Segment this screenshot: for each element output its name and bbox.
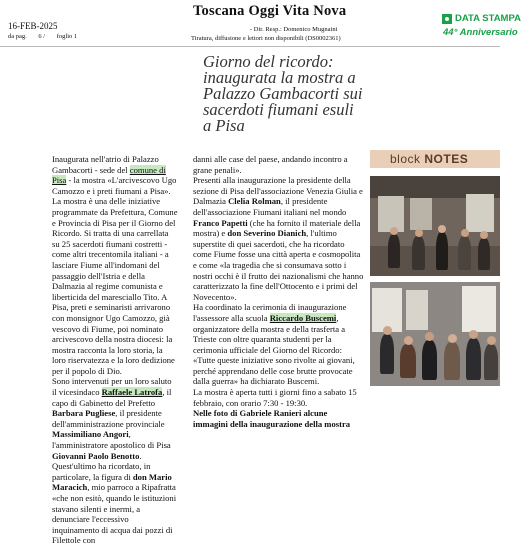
- name: don Severino Dianich: [227, 228, 307, 239]
- highlight-comune: comune di Pisa: [52, 164, 166, 186]
- person-head: [487, 336, 496, 345]
- person: [422, 340, 437, 380]
- page-info: [8, 33, 87, 40]
- text: - la mostra «L'arcivescovo Ugo Camozzo e i preti fiumani a Pisa». La mostra è una delle iniziative programmate da Prefettura, Comune e Provincia di Pisa per il Giorno del Ricordo. Si tratta di una carrellata su 25 sacerdoti fiumani costretti - come altri trecentomila italiani - a lasciare Fiume all'indomani del passaggio dell'Istria e della Dalmazia al regime comunista e liberticida del maresciallo Tito. A Pisa, preti e seminaristi arrivarono con monsignor Ugo Camozzo, già vescovo di Fiume, poi nominato arcivescovo della nostra diocesi: la mostra racconta la loro storia, la loro riservatezza e la loro dedizione per il popolo di Dio.: [52, 175, 178, 376]
- text: Presenti alla inaugurazione la presidente della sezione di Pisa dell'associazione Venezia Giulia e Dalmazia: [193, 175, 363, 207]
- person-head: [448, 334, 457, 343]
- name: Massimiliano Angori: [52, 429, 129, 440]
- block-word: block: [390, 152, 425, 166]
- person: [484, 344, 498, 380]
- highlight-latrofa: Raffaele Latrofa: [101, 387, 163, 398]
- person-head: [390, 227, 398, 235]
- date: 16-FEB-2025: [8, 21, 58, 31]
- article-headline: Giorno del ricordo: inaugurata la mostra a Palazzo Gambacorti sui sacerdoti fiumani esuli a Pisa: [203, 52, 363, 135]
- page-value: 6 /: [38, 33, 46, 40]
- paragraph: La mostra è aperta tutti i giorni fino a sabato 15 febbraio, con orario 7:30 - 19:30.: [193, 387, 357, 408]
- photo-audience: [370, 282, 500, 386]
- person: [400, 344, 416, 378]
- person-head: [438, 225, 446, 233]
- text: , organizzatore della mostra e della trasferta a Trieste con oltre quaranta studenti per la cerimonia ufficiale del Giorno del Ricordo: «Tutte queste iniziative sono rivolte ai giovani, perché apprendano delle cose brutte provocate dalla guerra» ha dichiarato Buscemi.: [193, 312, 355, 387]
- person: [380, 334, 394, 374]
- paragraph: [193, 175, 364, 302]
- person: [478, 238, 490, 270]
- person: [458, 236, 471, 270]
- publication-title: Toscana Oggi Vita Nova: [193, 3, 347, 19]
- header-divider: [0, 46, 500, 47]
- block-notes-label: [390, 152, 468, 166]
- text: , mio parroco a Ripafratta «che non esitò, quando le istituzioni stavano silenti e inermi, a denunciare l'eccessivo inquinamento di acqua dai pozzi di Filettole con: [52, 482, 177, 546]
- text: . Quest'ultimo ha ricordato, in particolare, la figura di: [52, 450, 151, 482]
- data-stampa-logo: [440, 12, 521, 44]
- highlight-buscemi: Riccardo Buscemi: [269, 312, 337, 323]
- name: Giovanni Paolo Benotto: [52, 450, 140, 461]
- panel: [462, 286, 496, 332]
- article-column-2: [193, 154, 364, 429]
- paragraph: danni alle case del paese, andando incontro a grane penali».: [193, 154, 348, 175]
- text: Ha coordinato la cerimonia di inaugurazione l'assessore alla scuola: [193, 302, 347, 323]
- name: Franco Papetti: [193, 217, 248, 228]
- panel: [410, 198, 432, 230]
- photo-caption: Nelle foto di Gabriele Ranieri alcune immagini della inaugurazione della mostra: [193, 408, 351, 429]
- person-head: [425, 332, 434, 341]
- name: don Mario Maracich: [52, 471, 172, 493]
- name: Clelia Rolman: [228, 196, 281, 207]
- circulation-line: Tiratura, diffusione e lettori non disponibili (DS0002361): [191, 35, 341, 42]
- person-head: [480, 231, 488, 239]
- text: Sono intervenuti per un loro saluto il vicesindaco: [52, 376, 172, 398]
- text: , l'amministratore apostolico di Pisa: [52, 429, 171, 451]
- text: , il presidente dell'associazione Fiumani italiani nel mondo: [193, 196, 347, 217]
- person-head: [415, 229, 423, 237]
- text: , il capo di Gabinetto del Prefetto: [52, 387, 172, 408]
- paragraph: [52, 154, 178, 376]
- name: Barbara Pugliese: [52, 408, 116, 419]
- text: (che ha fornito il materiale della mostra) e: [193, 217, 361, 239]
- sheet-label: foglio 1: [56, 33, 78, 40]
- panel: [466, 194, 494, 232]
- director-line: - Dir. Resp.: Domenico Mugnaini: [250, 26, 338, 33]
- text: , il presidente dell'amministrazione provinciale: [52, 408, 165, 429]
- person: [388, 234, 400, 268]
- person: [466, 338, 481, 380]
- article-column-1: [52, 154, 178, 546]
- page-label: da pag.: [8, 33, 27, 40]
- person-head: [469, 330, 478, 339]
- photo-exhibition-room: [370, 176, 500, 276]
- person: [444, 342, 460, 380]
- logo-mark-icon: [442, 14, 452, 24]
- text: Inaugurata nell'atrio di Palazzo Gambacorti - sede del: [52, 154, 159, 175]
- person-head: [461, 229, 469, 237]
- paragraph: [193, 302, 364, 387]
- text: , l'ultimo superstite di quei sacerdoti, che ha ricordato come Fiume fosse una città aperta e cosmopolita e come «la tragedia che si consumava sotto i nostri occhi è il frutto dei nazionalismi che hanno caratterizzato la fine dell'Ottocento e i primi del Novecento».: [193, 228, 364, 302]
- paragraph: [52, 376, 178, 546]
- panel: [406, 290, 428, 330]
- logo-subtitle: 44° Anniversario: [443, 27, 518, 38]
- notes-word: NOTES: [424, 152, 469, 166]
- block-notes-banner: [370, 150, 500, 168]
- person-head: [383, 326, 392, 335]
- person-head: [404, 336, 413, 345]
- logo-title: DATA STAMPA: [455, 13, 521, 24]
- person: [436, 232, 448, 270]
- person: [412, 236, 425, 270]
